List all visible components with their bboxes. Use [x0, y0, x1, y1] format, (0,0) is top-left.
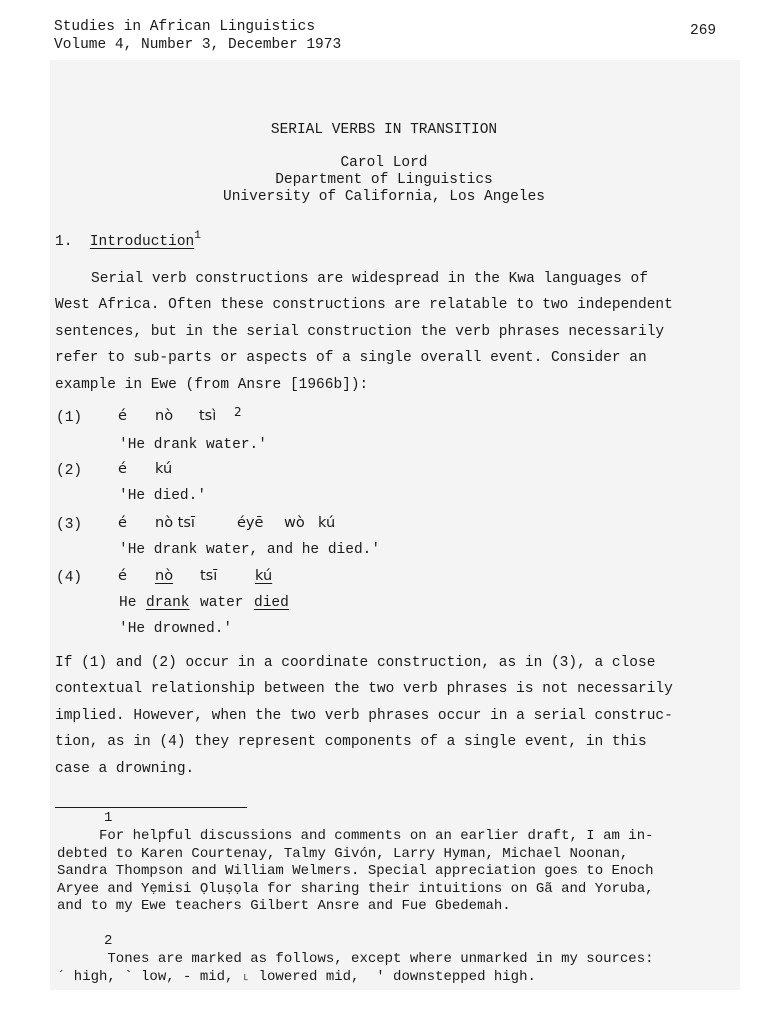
footnote-ref-1: 1	[194, 230, 201, 242]
example-gloss: 'He drowned.'	[119, 621, 233, 637]
footnote-mark: 1	[104, 810, 113, 826]
author-department: Department of Linguistics	[275, 172, 493, 188]
footnote-line: debted to Karen Courtenay, Talmy Givón, Larry Hyman, Michael Noonan,	[57, 845, 629, 862]
paragraph-line: sentences, but in the serial construction the verb phrases necessarily	[55, 323, 665, 340]
example-number: (1)	[56, 410, 83, 426]
paragraph-line: Serial verb constructions are widespread in the Kwa languages of	[91, 271, 648, 287]
example-gloss: 'He died.'	[119, 488, 207, 504]
example-word: wò	[284, 515, 305, 531]
author-university: University of California, Los Angeles	[223, 189, 545, 205]
section-title: Introduction	[89, 234, 195, 250]
example-word: tsì	[199, 408, 217, 424]
intro-paragraph	[55, 266, 725, 398]
example-word: é	[118, 461, 127, 477]
example-word: é	[118, 515, 127, 531]
paragraph-line: refer to sub-parts or aspects of a single overall event. Consider an	[55, 350, 647, 367]
discussion-paragraph	[55, 650, 725, 782]
paragraph-line: example in Ewe (from Ansre [1966b]):	[55, 376, 369, 393]
example-gloss: 'He drank water.'	[119, 437, 267, 453]
example-verb: kú	[255, 568, 273, 584]
paper-title: SERIAL VERBS IN TRANSITION	[270, 122, 498, 138]
example-gloss: 'He drank water, and he died.'	[119, 542, 381, 558]
paragraph-line: case a drowning.	[55, 760, 195, 777]
paragraph-line: contextual relationship between the two verb phrases is not necessarily	[55, 681, 673, 698]
footnote-line: Aryee and Yẹmisi Ọluṣọla for sharing their intuitions on Gã and Yoruba,	[57, 880, 654, 897]
footnote-ref-2: 2	[234, 405, 242, 419]
example-word: kú	[318, 515, 336, 531]
interlinear-word: water	[200, 595, 244, 611]
section-number: 1.	[55, 234, 73, 250]
example-word: nò	[155, 408, 174, 424]
example-word: é	[118, 568, 127, 584]
example-word: éyē	[237, 515, 264, 531]
footnote-line: For helpful discussions and comments on an earlier draft, I am in-	[57, 828, 654, 844]
paragraph-line: West Africa. Often these constructions are relatable to two independent	[55, 297, 673, 314]
footnote-2	[57, 951, 727, 986]
journal-volume: Volume 4, Number 3, December 1973	[54, 37, 342, 53]
paragraph-line: If (1) and (2) occur in a coordinate construction, as in (3), a close	[55, 655, 656, 671]
footnote-line: and to my Ewe teachers Gilbert Ansre and Fue Gbedemah.	[57, 898, 511, 914]
interlinear-word: He	[119, 595, 137, 611]
example-number: (2)	[56, 463, 83, 479]
example-word: tsī	[200, 568, 218, 584]
footnote-line: Tones are marked as follows, except where unmarked in my sources:	[57, 951, 654, 967]
paragraph-line: implied. However, when the two verb phrases occur in a serial construc-	[55, 707, 673, 724]
interlinear-verb: died	[254, 595, 289, 611]
example-number: (4)	[56, 570, 83, 586]
author-name: Carol Lord	[340, 155, 428, 171]
example-word: nò tsī	[155, 515, 195, 531]
section-heading	[55, 230, 201, 251]
footnote-line: Sandra Thompson and William Welmers. Special appreciation goes to Enoch	[57, 863, 654, 879]
journal-name: Studies in African Linguistics	[54, 19, 316, 35]
journal-header	[54, 18, 341, 54]
example-verb: nò	[155, 568, 174, 584]
footnote-mark: 2	[104, 933, 113, 949]
example-word: kú	[155, 461, 173, 477]
footnote-1	[57, 828, 727, 916]
footnote-line: ´ high, ` low, - mid, ˪ lowered mid, ' downstepped high.	[57, 968, 536, 985]
example-number: (3)	[56, 517, 83, 533]
footnote-separator	[55, 807, 247, 808]
example-word: é	[118, 408, 127, 424]
author-block	[0, 155, 768, 206]
paragraph-line: tion, as in (4) they represent components of a single event, in this	[55, 734, 647, 751]
interlinear-verb: drank	[146, 595, 190, 611]
page-number: 269	[690, 23, 717, 39]
